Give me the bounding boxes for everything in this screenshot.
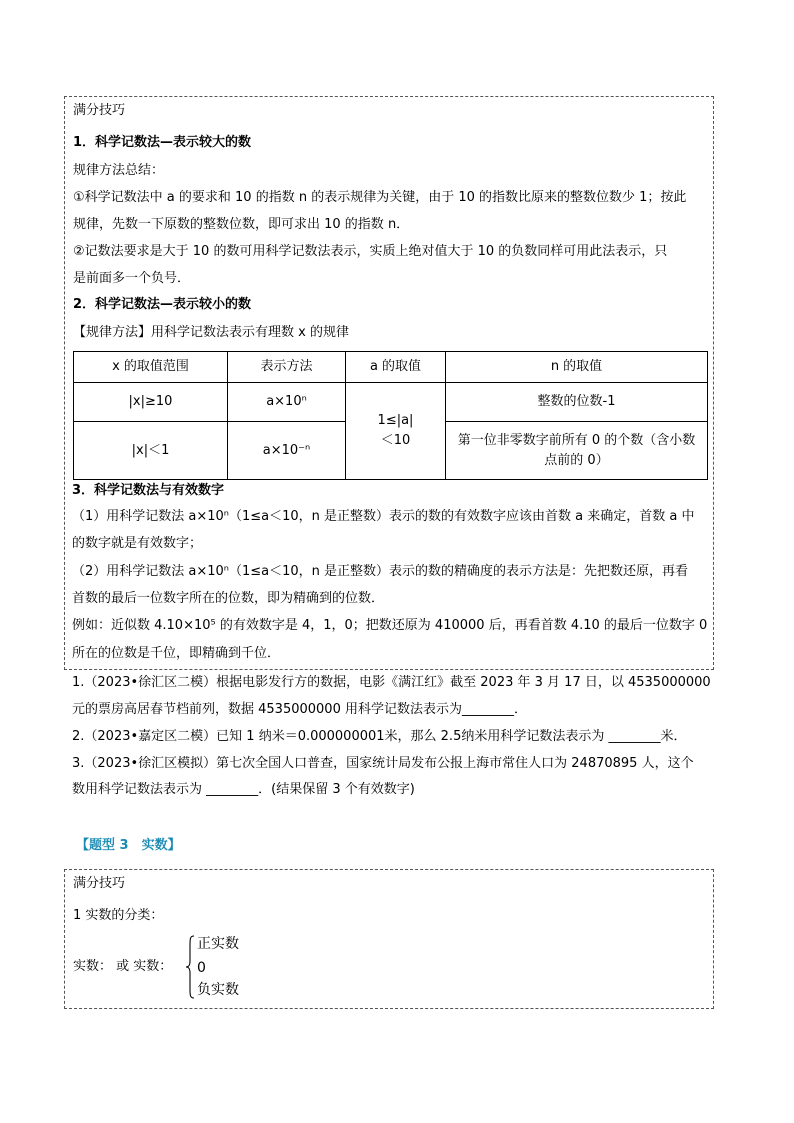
classification-heading: 1 实数的分类： [73,908,164,923]
paragraph-1-line-2: 规律，先数一下原数的整数位数，即可求出 10 的指数 n． [73,217,410,232]
paragraph-3-line-2: 的数字就是有效数字； [72,536,203,551]
example-line-1: 例如：近似数 4.10×10⁵ 的有效数字是 4，1，0；把数还原为 410000 后，再看首数 4.10 的最后一位数字 0 [72,618,708,633]
question-3-line-1: 3.（2023•徐汇区模拟）第七次全国人口普查，国家统计局发布公报上海市常住人口为 24870895 人，这个 [72,756,694,771]
cell-small-n-line-1: 第一位非零数字前所有 0 的个数（含小数 [457,432,696,448]
brace-icon [185,935,195,999]
paragraph-2-line-1: ②记数法要求是大于 10 的数可用科学记数法表示，实质上绝对值大于 10 的负数同样可用此法表示，只 [73,244,668,259]
tips-box-2 [64,869,714,1009]
section-heading-real-numbers: 【题型 3 实数】 [76,838,181,853]
question-3-line-2: 数用科学记数法表示为 ________．(结果保留 3 个有效数字) [72,782,415,797]
rule-table [73,351,708,480]
col-header-x-range: x 的取值范围 [74,352,228,383]
cell-small-n [446,422,708,480]
heading-significant-figures: 3．科学记数法与有效数字 [72,483,225,498]
paragraph-1-line-1: ①科学记数法中 a 的要求和 10 的指数 n 的表示规律为关键，由于 10 的指数比原来的整数位数少 1；按此 [73,190,687,205]
col-header-a-value: a 的取值 [346,352,446,383]
col-header-notation: 表示方法 [228,352,346,383]
example-line-2: 所在的位数是千位，即精确到千位． [72,646,281,661]
cell-a-range [346,383,446,480]
cell-small-notation: a×10⁻ⁿ [228,422,346,480]
cell-large-notation: a×10ⁿ [228,383,346,422]
tips-title: 满分技巧 [73,876,126,891]
cell-a-range-line-2: ＜10 [380,433,411,448]
heading-small-numbers: 2．科学记数法—表示较小的数 [73,297,252,312]
cell-a-range-line-1: 1≤|a| [377,413,414,428]
classification-lead: 实数： 或 实数： [73,959,173,974]
question-1-line-2: 元的票房高居春节档前列，数据 4535000000 用科学记数法表示为________． [72,702,527,717]
cell-large-range: |x|≥10 [74,383,228,422]
tips-title: 满分技巧 [73,103,126,118]
paragraph-4-line-2: 首数的最后一位数字所在的位数，即为精确到的位数． [72,591,385,606]
item-zero: 0 [197,960,206,976]
cell-large-n: 整数的位数-1 [446,383,708,422]
heading-large-numbers: 1．科学记数法—表示较大的数 [73,135,252,150]
item-negative-real: 负实数 [197,982,239,998]
summary-label: 规律方法总结： [73,163,165,178]
paragraph-3-line-1: （1）用科学记数法 a×10ⁿ（1≤a＜10，n 是正整数）表示的数的有效数字应该由首数 a 来确定，首数 a 中 [72,509,695,524]
paragraph-2-line-2: 是前面多一个负号． [73,271,191,286]
question-1-line-1: 1.（2023•徐汇区二模）根据电影发行方的数据，电影《满江红》截至 2023 年 3 月 17 日，以 4535000000 [72,675,711,690]
rule-intro: 【规律方法】用科学记数法表示有理数 x 的规律 [73,325,349,340]
item-positive-real: 正实数 [197,936,239,952]
paragraph-4-line-1: （2）用科学记数法 a×10ⁿ（1≤a＜10，n 是正整数）表示的数的精确度的表示方法是：先把数还原，再看 [72,564,689,579]
question-2: 2.（2023•嘉定区二模）已知 1 纳米＝0.000000001米，那么 2.5纳米用科学记数法表示为 ________米． [72,729,687,744]
cell-small-range: |x|＜1 [74,422,228,480]
col-header-n-value: n 的取值 [446,352,708,383]
cell-small-n-line-2: 点前的 0） [544,452,609,468]
